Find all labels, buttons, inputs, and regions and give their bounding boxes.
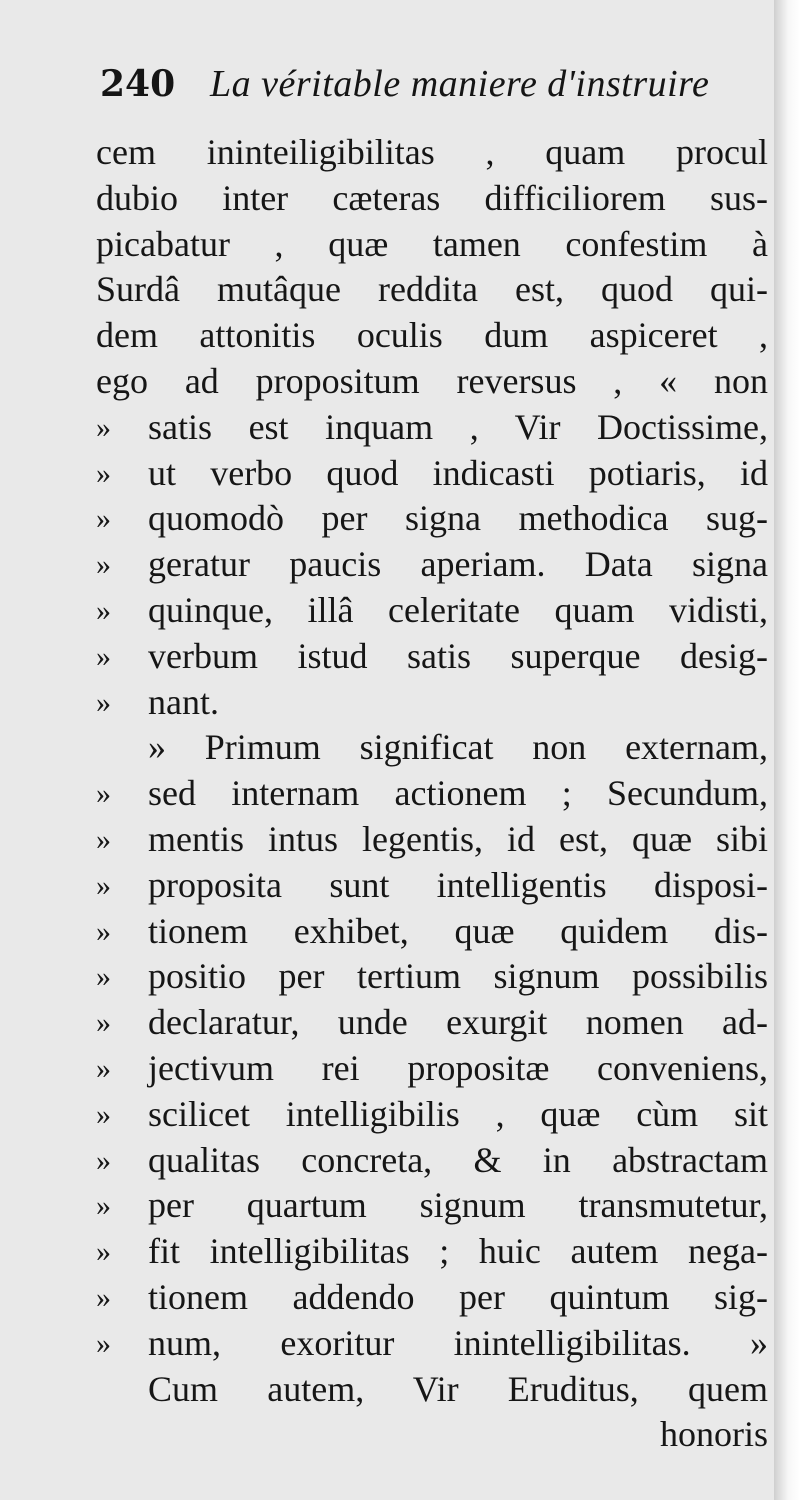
text-line: picabatur , quæ tamen confestim à bbox=[96, 223, 768, 264]
text-line: » qualitas concreta, & in abstractam bbox=[96, 1138, 768, 1184]
text-line: » declaratur, unde exurgit nomen ad- bbox=[96, 1000, 768, 1046]
quote-mark: » bbox=[96, 1006, 111, 1040]
page-number: 240 bbox=[100, 63, 176, 105]
text-line: » jectivum rei propositæ conveniens, bbox=[96, 1046, 768, 1092]
text-line: » proposita sunt intelligentis disposi- bbox=[96, 863, 768, 909]
quote-mark: » bbox=[96, 593, 111, 627]
page-header bbox=[100, 62, 732, 122]
quote-mark: » bbox=[96, 639, 111, 673]
text-line: dem attonitis oculis dum aspiceret , bbox=[96, 315, 768, 356]
text-line: cem ininteiligibilitas , quam procul bbox=[96, 132, 768, 172]
page-edge bbox=[774, 0, 800, 1500]
quote-mark: » bbox=[96, 960, 111, 994]
quote-mark: » bbox=[96, 502, 111, 536]
quote-mark: » bbox=[96, 822, 111, 856]
text-line: » mentis intus legentis, id est, quæ sibi bbox=[96, 817, 768, 863]
quote-mark: » bbox=[96, 868, 111, 902]
text-line: dubio inter cæteras difficiliorem sus- bbox=[96, 177, 768, 218]
quote-mark: » bbox=[96, 548, 111, 582]
quote-mark: » bbox=[96, 1143, 111, 1177]
running-title: La véritable maniere d'instruire bbox=[210, 63, 710, 105]
quote-mark: » bbox=[96, 914, 111, 948]
text-line: » tionem addendo per quintum sig- bbox=[96, 1275, 768, 1321]
text-line: » num, exoritur inintelligibilitas. » bbox=[96, 1321, 768, 1367]
quote-mark: » bbox=[96, 1051, 111, 1085]
quote-mark: » bbox=[96, 1326, 111, 1360]
text-line: » quomodò per signa methodica sug- bbox=[96, 496, 768, 542]
quote-mark: » bbox=[96, 1189, 111, 1223]
quote-mark: » bbox=[96, 456, 111, 490]
text-line: » sed internam actionem ; Secundum, bbox=[96, 771, 768, 817]
text-line: » nant. bbox=[96, 680, 768, 726]
catchword: honoris bbox=[660, 1414, 768, 1455]
quote-mark: » bbox=[96, 777, 111, 811]
text-line: » geratur paucis aperiam. Data signa bbox=[96, 542, 768, 588]
text-line: » verbum istud satis superque desig- bbox=[96, 634, 768, 680]
quote-mark: » bbox=[96, 1097, 111, 1131]
text-line: » fit intelligibilitas ; huic autem nega- bbox=[96, 1229, 768, 1275]
text-line: » positio per tertium signum possibilis bbox=[96, 954, 768, 1000]
text-line: Cum autem, Vir Eruditus, quem bbox=[148, 1368, 768, 1409]
quote-mark: » bbox=[96, 1235, 111, 1269]
text-line: » scilicet intelligibilis , quæ cùm sit bbox=[96, 1092, 768, 1138]
text-line: » per quartum signum transmutetur, bbox=[96, 1183, 768, 1229]
quote-mark: » bbox=[96, 1280, 111, 1314]
body-text bbox=[96, 130, 768, 1458]
text-line: » satis est inquam , Vir Doctissime, bbox=[96, 405, 768, 451]
quote-mark: » bbox=[96, 410, 111, 444]
text-line: ego ad propositum reversus , « non bbox=[96, 360, 768, 401]
text-line: » Primum significat non externam, bbox=[148, 727, 768, 768]
text-line: » quinque, illâ celeritate quam vidisti, bbox=[96, 588, 768, 634]
text-line: » ut verbo quod indicasti potiaris, id bbox=[96, 451, 768, 497]
text-line: » tionem exhibet, quæ quidem dis- bbox=[96, 909, 768, 955]
quote-mark: » bbox=[96, 685, 111, 719]
text-line: Surdâ mutâque reddita est, quod qui- bbox=[96, 269, 768, 310]
